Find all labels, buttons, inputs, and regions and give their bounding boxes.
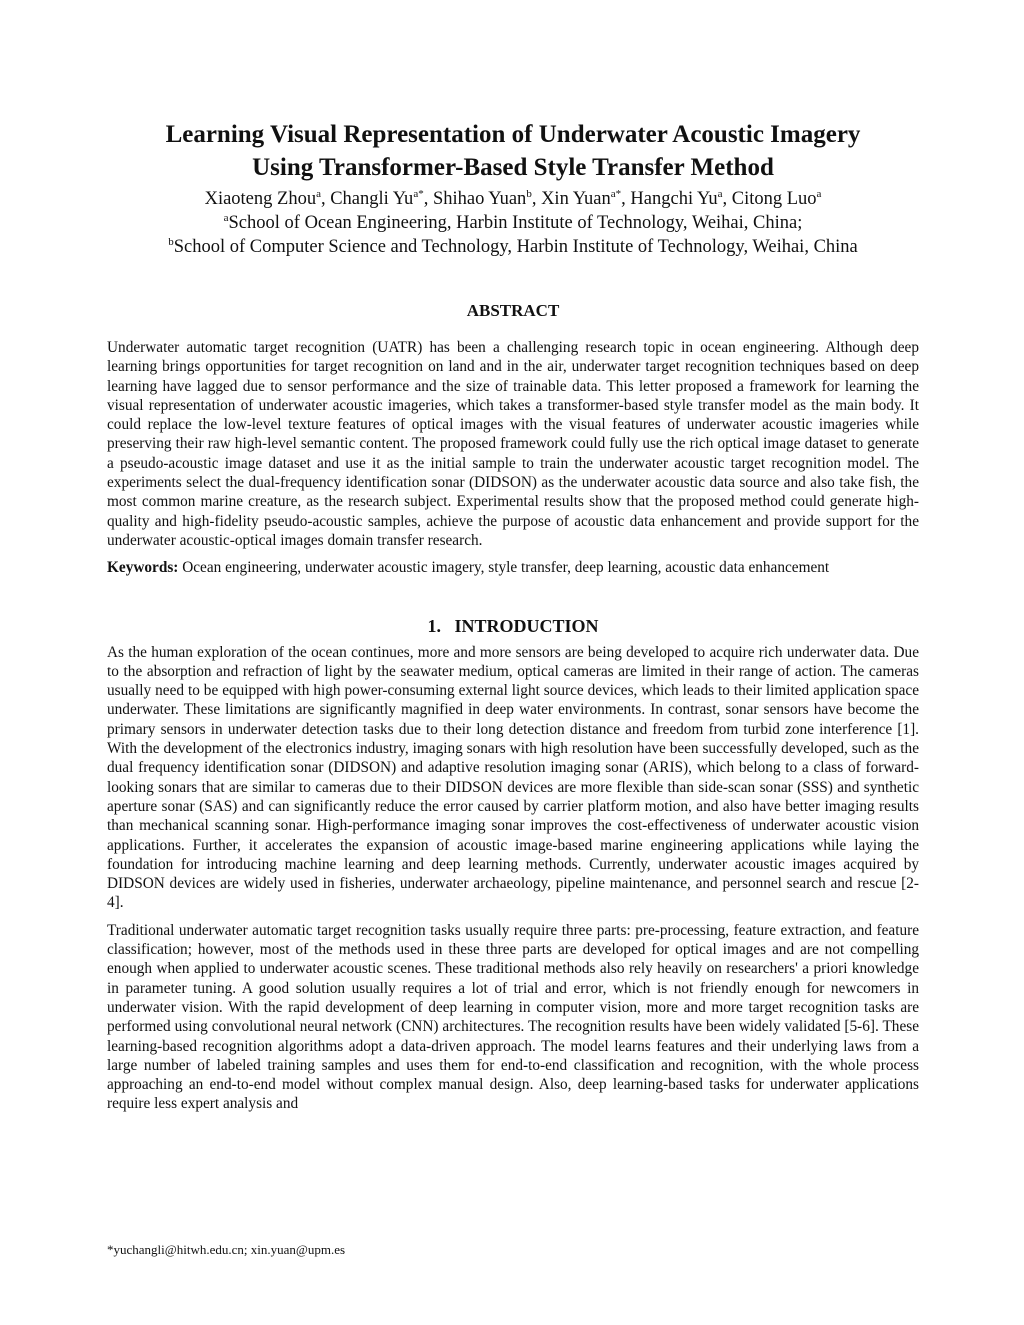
author: Hangchi Yu$^a$: [630, 187, 723, 209]
paper-page: [107, 118, 919, 1114]
intro-paragraph-2: Traditional underwater automatic target recognition tasks usually require three parts: pre-processing, feature extraction, and feature classification; however, most of the methods used in these three parts are developed for optical images and are not compelling enough when applied to underwater acoustic scenes. These traditional methods also rely heavily on researchers' a priori knowledge in parameter tuning. A good solution usually requires a lot of trial and error, which is not friendly enough for newcomers in underwater vision. With the rapid development of deep learning in computer vision, more and more target recognition tasks are performed using convolutional neural network (CNN) architectures. The recognition results have been widely validated [5-6]. These learning-based recognition algorithms adopt a data-driven approach. The model learns features and their underlying laws from a large number of labeled training samples and uses them for end-to-end classification and recognition, with the whole process approaching an end-to-end model without complex manual design. Also, deep learning-based tasks for underwater applications require less expert analysis and: [107, 921, 919, 1113]
title-line-1: Learning Visual Representation of Underwater Acoustic Imagery: [165, 121, 861, 148]
footnote: *yuchangli@hitwh.edu.cn; xin.yuan@upm.es: [107, 1242, 346, 1257]
author: Changli $Yu^{a*}$: [330, 187, 424, 209]
abstract-text: Underwater automatic target recognition (UATR) has been a challenging research topic in ocean engineering. Although deep learning brings opportunities for target recognition on land and in the air, underwater target recognition techniques based on deep learning have lagged due to sensor performance and the size of trainable data. This letter proposed a framework for learning the visual representation of underwater acoustic imageries, which takes a transformer-based style transfer model as the main body. It could replace the low-level texture features of optical images with the visual features of underwater acoustic imageries while preserving their raw high-level semantic content. The proposed framework could fully use the rich optical image dataset to generate a pseudo-acoustic image dataset and use it as the initial sample to train the underwater acoustic target recognition model. The experiments select the dual-frequency identification sonar (DIDSON) as the underwater acoustic data source and also take fish, the most common marine creature, as the research subject. Experimental results show that the proposed method could generate high-quality and high-fidelity pseudo-acoustic samples, achieve the purpose of acoustic data enhancement and provide support for the underwater acoustic-optical images domain transfer research.: [107, 339, 919, 549]
title-line-2: Using Transformer-Based Style Transfer Method: [252, 154, 774, 181]
author: Shihao Yuan$^b$: [432, 187, 532, 209]
affiliation-a: $^a$School of Ocean Engineering, Harbin Institute of Technology, Weihai, China;: [223, 211, 803, 233]
abstract-heading: ABSTRACT: [466, 301, 560, 320]
affiliation-b: $^b$School of Computer Science and Technology, Harbin Institute of Technology, Weihai, China: [168, 235, 858, 257]
section-heading-introduction: 1. INTRODUCTION: [427, 615, 599, 636]
paper-title: [107, 118, 919, 184]
author-list: Xiaoteng Zhou$^a$, Changli $Yu^{a*}$, Shihao Yuan$^b$, Xin Yuan$^{a*}$, Hangchi Yu$^a$, Citong Luo$^a$: [204, 187, 822, 209]
keywords-label: Keywords:: [107, 559, 179, 577]
author: Citong Luo$^a$: [731, 187, 822, 209]
keywords-text: Ocean engineering, underwater acoustic imagery, style transfer, deep learning, acoustic data enhancement: [178, 559, 830, 577]
keywords: [107, 558, 919, 577]
author: Xin Yuan$^{a*}$: [541, 187, 622, 209]
intro-paragraph-1: As the human exploration of the ocean continues, more and more sensors are being developed to acquire rich underwater data. Due to the absorption and refraction of light by the seawater medium, optical cameras are limited in their range of action. The cameras usually need to be equipped with high power-consuming external light source devices, which leads to their limited application space underwater. These limitations are significantly magnified in deep water environments. In contrast, sonar sensors have become the primary sensors in underwater detection tasks due to their long detection distance and freedom from turbid zone interference [1]. With the development of the electronics industry, imaging sonars with high resolution have been successfully developed, such as the dual frequency identification sonar (DIDSON) and adaptive resolution imaging sonar (ARIS), which belong to a class of forward-looking sonars that are similar to cameras due to their DIDSON devices are more flexible than side-scan sonar (SSS) and synthetic aperture sonar (SAS) and can significantly reduce the error caused by carrier platform motion, and also have better imaging results than mechanical scanning sonar. High-performance imaging sonar improves the cost-effectiveness of underwater acoustic vision applications. Further, it accelerates the expansion of acoustic image-based marine engineering applications while laying the foundation for introducing machine learning and deep learning methods. Currently, underwater acoustic images acquired by DIDSON devices are widely used in fisheries, underwater archaeology, pipeline maintenance, and personnel search and rescue [2-4].: [107, 643, 919, 912]
author: Xiaoteng Zhou$^a$: [204, 187, 321, 209]
